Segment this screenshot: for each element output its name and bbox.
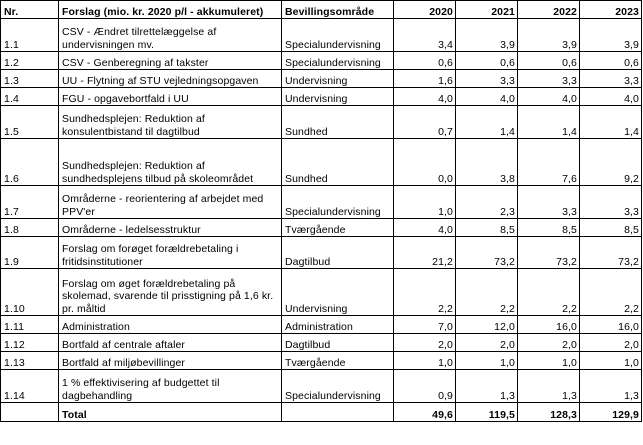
row-forslag: Forslag om øget forældrebetaling på skolemad, svarende til prisstigning på 1,6 kr. pr. måltid bbox=[59, 269, 282, 316]
row-value-2021: 2,2 bbox=[456, 269, 518, 316]
row-value-2023: 1,0 bbox=[580, 352, 642, 370]
table-row bbox=[1, 186, 642, 219]
table-row bbox=[1, 52, 642, 70]
row-bevillingsomraade: Sundhed bbox=[282, 106, 394, 139]
row-value-2023: 73,2 bbox=[580, 237, 642, 269]
row-value-2022: 3,3 bbox=[518, 70, 580, 88]
row-nr: 1.7 bbox=[1, 186, 59, 219]
row-value-2023: 1,3 bbox=[580, 370, 642, 403]
row-forslag: Sundhedsplejen: Reduktion af sundhedsplejens tilbud på skoleområdet bbox=[59, 139, 282, 186]
total-row bbox=[1, 403, 642, 422]
row-value-2022: 1,0 bbox=[518, 352, 580, 370]
total-2020: 49,6 bbox=[394, 403, 456, 422]
row-value-2021: 73,2 bbox=[456, 237, 518, 269]
row-value-2021: 1,3 bbox=[456, 370, 518, 403]
row-value-2021: 1,0 bbox=[456, 352, 518, 370]
table-row bbox=[1, 269, 642, 316]
row-bevillingsomraade: Specialundervisning bbox=[282, 186, 394, 219]
row-value-2022: 7,6 bbox=[518, 139, 580, 186]
table-row bbox=[1, 88, 642, 106]
row-value-2021: 4,0 bbox=[456, 88, 518, 106]
row-value-2020: 4,0 bbox=[394, 88, 456, 106]
total-area-cell bbox=[282, 403, 394, 422]
row-bevillingsomraade: Tværgående bbox=[282, 352, 394, 370]
row-value-2022: 8,5 bbox=[518, 219, 580, 237]
row-bevillingsomraade: Specialundervisning bbox=[282, 52, 394, 70]
row-value-2023: 3,9 bbox=[580, 19, 642, 52]
header-row bbox=[1, 1, 642, 19]
table-row bbox=[1, 106, 642, 139]
row-value-2023: 0,6 bbox=[580, 52, 642, 70]
table-row bbox=[1, 237, 642, 269]
row-value-2021: 3,8 bbox=[456, 139, 518, 186]
row-value-2023: 2,0 bbox=[580, 334, 642, 352]
row-forslag: Administration bbox=[59, 316, 282, 334]
row-forslag: 1 % effektivisering af budgettet til dagbehandling bbox=[59, 370, 282, 403]
row-value-2020: 1,6 bbox=[394, 70, 456, 88]
row-value-2021: 8,5 bbox=[456, 219, 518, 237]
table-row bbox=[1, 139, 642, 186]
row-value-2022: 1,4 bbox=[518, 106, 580, 139]
table-row bbox=[1, 219, 642, 237]
row-value-2023: 9,2 bbox=[580, 139, 642, 186]
row-forslag: Sundhedsplejen: Reduktion af konsulentbistand til dagtilbud bbox=[59, 106, 282, 139]
total-label: Total bbox=[59, 403, 282, 422]
row-value-2020: 7,0 bbox=[394, 316, 456, 334]
row-value-2022: 4,0 bbox=[518, 88, 580, 106]
row-forslag: CSV - Ændret tilrettelæggelse af undervisningen mv. bbox=[59, 19, 282, 52]
row-nr: 1.12 bbox=[1, 334, 59, 352]
row-value-2021: 3,3 bbox=[456, 70, 518, 88]
row-value-2020: 1,0 bbox=[394, 352, 456, 370]
row-nr: 1.1 bbox=[1, 19, 59, 52]
row-value-2020: 0,6 bbox=[394, 52, 456, 70]
row-value-2021: 1,4 bbox=[456, 106, 518, 139]
total-2022: 128,3 bbox=[518, 403, 580, 422]
row-value-2022: 2,0 bbox=[518, 334, 580, 352]
row-bevillingsomraade: Undervisning bbox=[282, 269, 394, 316]
row-forslag: Bortfald af miljøbevillinger bbox=[59, 352, 282, 370]
row-bevillingsomraade: Undervisning bbox=[282, 70, 394, 88]
header-2020: 2020 bbox=[394, 1, 456, 19]
row-value-2022: 1,3 bbox=[518, 370, 580, 403]
table-body bbox=[1, 19, 642, 403]
table-row bbox=[1, 70, 642, 88]
table-row bbox=[1, 19, 642, 52]
row-value-2020: 3,4 bbox=[394, 19, 456, 52]
header-2021: 2021 bbox=[456, 1, 518, 19]
row-forslag: FGU - opgavebortfald i UU bbox=[59, 88, 282, 106]
row-value-2021: 3,9 bbox=[456, 19, 518, 52]
row-value-2023: 2,2 bbox=[580, 269, 642, 316]
row-bevillingsomraade: Specialundervisning bbox=[282, 19, 394, 52]
row-nr: 1.13 bbox=[1, 352, 59, 370]
row-value-2021: 2,0 bbox=[456, 334, 518, 352]
row-nr: 1.14 bbox=[1, 370, 59, 403]
row-value-2021: 0,6 bbox=[456, 52, 518, 70]
row-bevillingsomraade: Administration bbox=[282, 316, 394, 334]
header-2023: 2023 bbox=[580, 1, 642, 19]
row-bevillingsomraade: Undervisning bbox=[282, 88, 394, 106]
row-value-2022: 73,2 bbox=[518, 237, 580, 269]
header-2022: 2022 bbox=[518, 1, 580, 19]
row-forslag: Forslag om forøget forældrebetaling i fritidsinstitutioner bbox=[59, 237, 282, 269]
table-row bbox=[1, 334, 642, 352]
row-value-2023: 1,4 bbox=[580, 106, 642, 139]
row-forslag: Områderne - reorientering af arbejdet med PPV'er bbox=[59, 186, 282, 219]
row-value-2020: 1,0 bbox=[394, 186, 456, 219]
total-2021: 119,5 bbox=[456, 403, 518, 422]
row-nr: 1.3 bbox=[1, 70, 59, 88]
row-nr: 1.11 bbox=[1, 316, 59, 334]
table-row bbox=[1, 370, 642, 403]
row-forslag: UU - Flytning af STU vejledningsopgaven bbox=[59, 70, 282, 88]
row-bevillingsomraade: Dagtilbud bbox=[282, 237, 394, 269]
row-nr: 1.4 bbox=[1, 88, 59, 106]
row-value-2023: 3,3 bbox=[580, 70, 642, 88]
row-value-2020: 2,0 bbox=[394, 334, 456, 352]
row-bevillingsomraade: Dagtilbud bbox=[282, 334, 394, 352]
row-bevillingsomraade: Sundhed bbox=[282, 139, 394, 186]
row-bevillingsomraade: Tværgående bbox=[282, 219, 394, 237]
row-value-2022: 3,3 bbox=[518, 186, 580, 219]
row-nr: 1.5 bbox=[1, 106, 59, 139]
row-nr: 1.2 bbox=[1, 52, 59, 70]
row-nr: 1.8 bbox=[1, 219, 59, 237]
row-value-2020: 2,2 bbox=[394, 269, 456, 316]
row-value-2023: 3,3 bbox=[580, 186, 642, 219]
row-value-2022: 16,0 bbox=[518, 316, 580, 334]
row-forslag: Områderne - ledelsesstruktur bbox=[59, 219, 282, 237]
row-value-2023: 8,5 bbox=[580, 219, 642, 237]
table-row bbox=[1, 316, 642, 334]
row-value-2020: 0,7 bbox=[394, 106, 456, 139]
table-row bbox=[1, 352, 642, 370]
row-value-2020: 0,0 bbox=[394, 139, 456, 186]
row-value-2023: 4,0 bbox=[580, 88, 642, 106]
header-bevillingsomraade: Bevillingsområde bbox=[282, 1, 394, 19]
row-value-2022: 2,2 bbox=[518, 269, 580, 316]
total-nr-cell bbox=[1, 403, 59, 422]
header-forslag: Forslag (mio. kr. 2020 p/l - akkumuleret) bbox=[59, 1, 282, 19]
row-value-2021: 12,0 bbox=[456, 316, 518, 334]
row-forslag: Bortfald af centrale aftaler bbox=[59, 334, 282, 352]
row-nr: 1.9 bbox=[1, 237, 59, 269]
row-value-2021: 2,3 bbox=[456, 186, 518, 219]
row-value-2023: 16,0 bbox=[580, 316, 642, 334]
row-value-2022: 3,9 bbox=[518, 19, 580, 52]
row-value-2020: 4,0 bbox=[394, 219, 456, 237]
row-bevillingsomraade: Specialundervisning bbox=[282, 370, 394, 403]
total-2023: 129,9 bbox=[580, 403, 642, 422]
row-nr: 1.6 bbox=[1, 139, 59, 186]
row-forslag: CSV - Genberegning af takster bbox=[59, 52, 282, 70]
row-value-2022: 0,6 bbox=[518, 52, 580, 70]
row-value-2020: 21,2 bbox=[394, 237, 456, 269]
row-nr: 1.10 bbox=[1, 269, 59, 316]
row-value-2020: 0,9 bbox=[394, 370, 456, 403]
header-nr: Nr. bbox=[1, 1, 59, 19]
